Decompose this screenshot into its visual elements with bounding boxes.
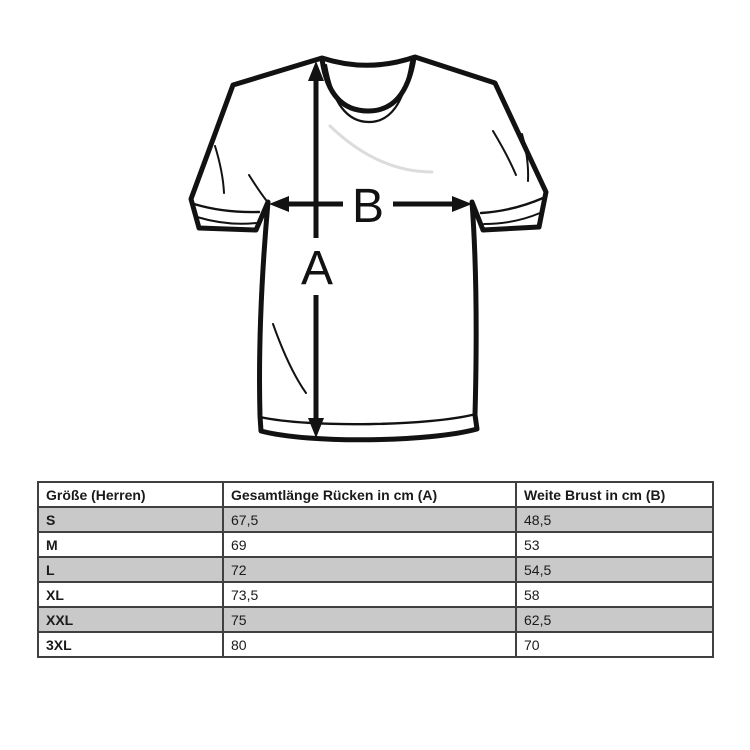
table-row-m — [38, 532, 713, 557]
header-size: Größe (Herren) — [38, 482, 223, 507]
header-chest-width: Weite Brust in cm (B) — [516, 482, 713, 507]
chest-width-cell: 62,5 — [516, 607, 713, 632]
chest-width-cell: 48,5 — [516, 507, 713, 532]
back-length-cell: 67,5 — [223, 507, 516, 532]
size-cell: XXL — [38, 607, 223, 632]
size-cell: XL — [38, 582, 223, 607]
size-table — [37, 481, 714, 658]
table-row-3xl — [38, 632, 713, 657]
table-row-l — [38, 557, 713, 582]
tshirt-body — [191, 57, 546, 440]
size-cell: S — [38, 507, 223, 532]
size-cell: L — [38, 557, 223, 582]
tshirt-outline — [191, 57, 546, 440]
size-cell: M — [38, 532, 223, 557]
chest-width-cell: 53 — [516, 532, 713, 557]
width-label-b: B — [351, 180, 385, 233]
back-length-cell: 73,5 — [223, 582, 516, 607]
chest-width-cell: 58 — [516, 582, 713, 607]
chest-width-cell: 54,5 — [516, 557, 713, 582]
table-row-xxl — [38, 607, 713, 632]
back-length-cell: 72 — [223, 557, 516, 582]
chest-width-cell: 70 — [516, 632, 713, 657]
table-row-s — [38, 507, 713, 532]
table-header-row — [38, 482, 713, 507]
back-length-cell: 75 — [223, 607, 516, 632]
size-cell: 3XL — [38, 632, 223, 657]
back-length-cell: 69 — [223, 532, 516, 557]
length-label-a: A — [300, 242, 334, 295]
table-row-xl — [38, 582, 713, 607]
back-length-cell: 80 — [223, 632, 516, 657]
header-back-length: Gesamtlänge Rücken in cm (A) — [223, 482, 516, 507]
